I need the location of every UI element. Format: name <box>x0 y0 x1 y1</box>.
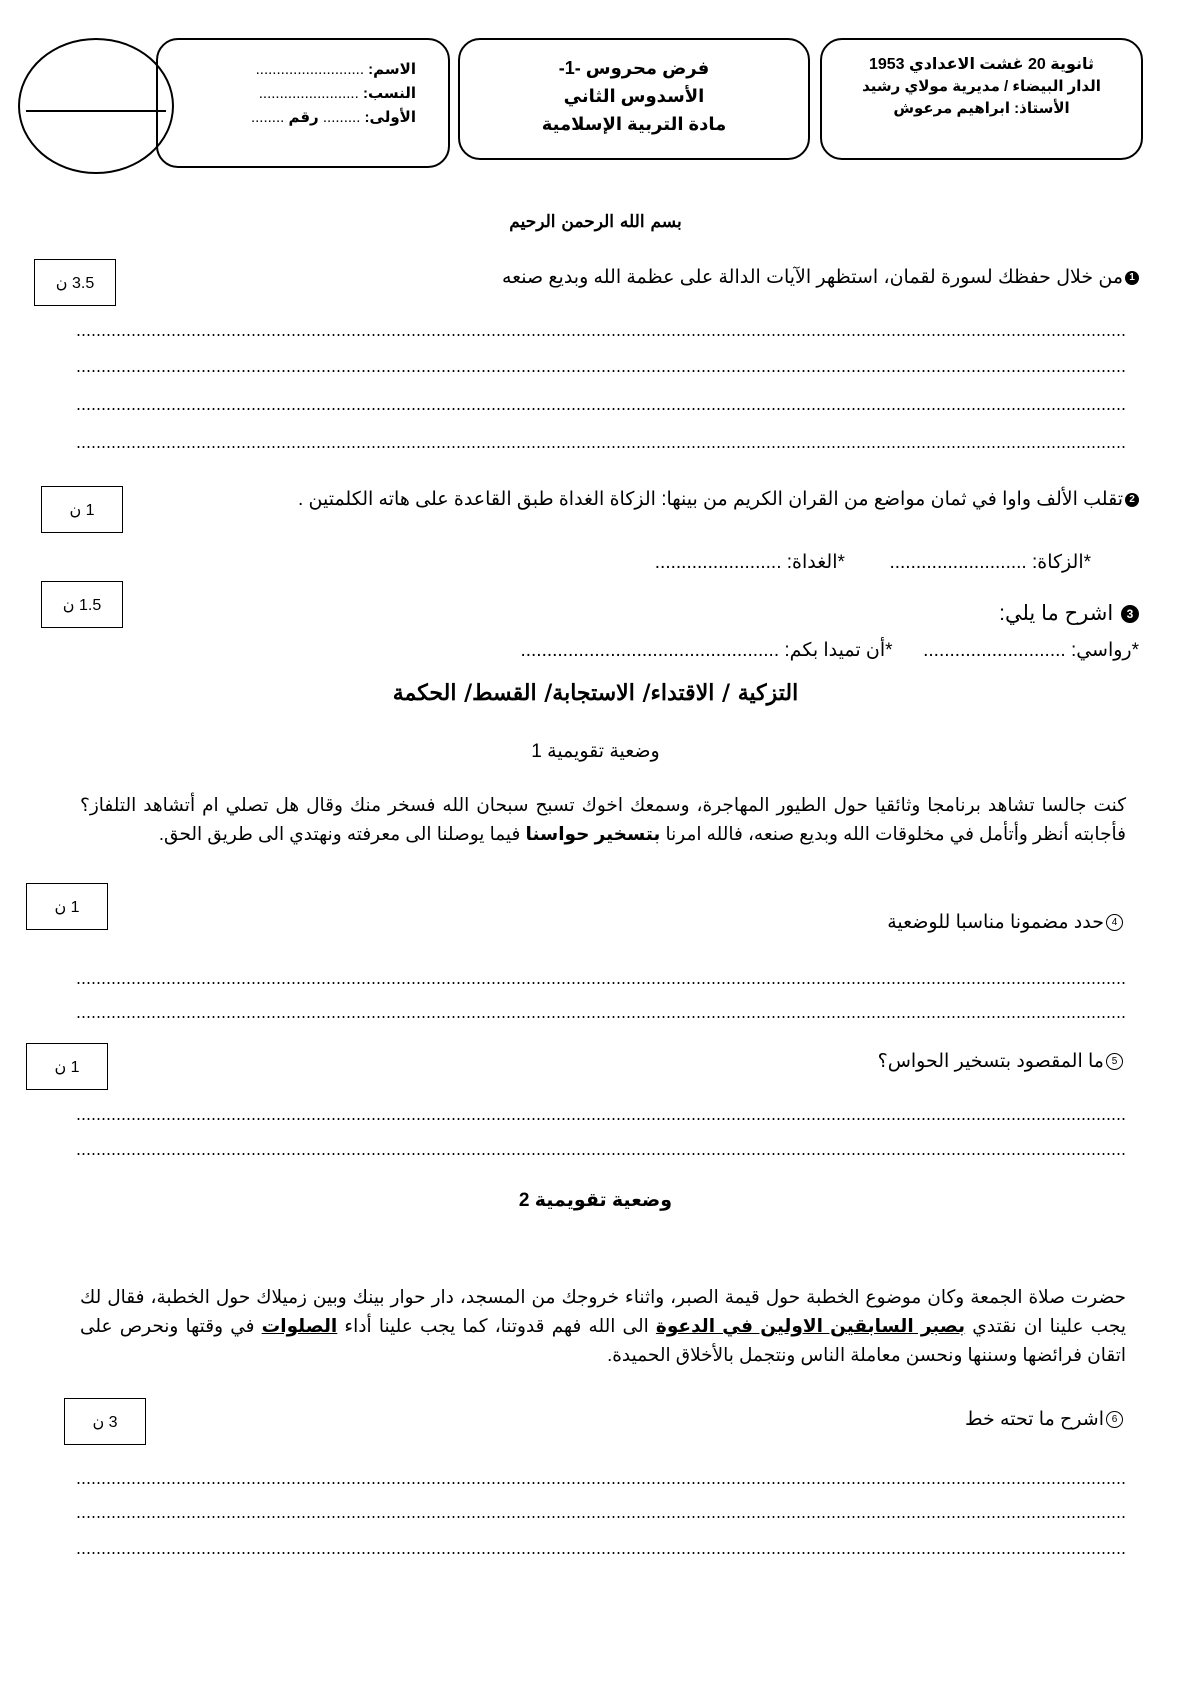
answer-line[interactable] <box>76 1118 1126 1120</box>
values-list: التزكية / الاقتداء/ الاستجابة/ القسط/ الحكمة <box>392 680 799 706</box>
rawasi-label: *رواسي: <box>1070 640 1139 661</box>
situation-1-bold: بتسخير حواسنا <box>525 823 661 844</box>
student-class-field[interactable]: ......... <box>322 109 361 126</box>
question-2-answers <box>655 551 1091 574</box>
answer-line[interactable] <box>76 982 1126 984</box>
school-name: ثانوية 20 غشت الاعدادي 1953 <box>868 56 1095 73</box>
question-4-marker: 4 <box>1106 914 1123 931</box>
question-3-text: اشرح ما يلي: <box>999 602 1114 625</box>
student-surname-row <box>158 82 416 106</box>
answer-line[interactable] <box>76 408 1126 410</box>
answer-line[interactable] <box>76 1153 1126 1155</box>
answer-line[interactable] <box>76 446 1126 448</box>
situation-1-title: وضعية تقويمية 1 <box>531 741 660 762</box>
answer-line[interactable] <box>76 1016 1126 1018</box>
situation-1-paragraph <box>80 790 1126 848</box>
situation-2-title: وضعية تقويمية 2 <box>518 1190 673 1211</box>
question-1-score: 3.5 ن <box>34 259 116 306</box>
question-5-score: 1 ن <box>26 1043 108 1090</box>
answer-line[interactable] <box>76 1516 1126 1518</box>
exam-info-box <box>458 38 810 160</box>
question-6-text: اشرح ما تحته خط <box>964 1409 1104 1430</box>
student-info-box <box>156 38 450 168</box>
grade-circle-divider <box>26 110 166 112</box>
teacher-name: الأستاذ: ابراهيم مرعوش <box>893 100 1070 117</box>
answer-line[interactable] <box>76 334 1126 336</box>
exam-title: فرض محروس -1- <box>558 58 710 78</box>
situation-2-text-a: حضرت صلاة الجمعة وكان موضوع الخطبة حول قيمة الصبر، واثناء خروجك من المسجد، دار حوار بينك وبين زميلاك حول الخطبة، فقال لك يجب علينا ان نقتدي <box>80 1286 1126 1336</box>
ghadat-label: *الغداة: <box>786 552 845 573</box>
student-class-label: الأولى: <box>364 109 416 126</box>
situation-2-paragraph <box>80 1282 1126 1369</box>
tamid-label: *أن تميدا بكم: <box>784 640 893 661</box>
student-class-row <box>158 106 416 130</box>
student-name-field[interactable]: .......................... <box>255 61 364 78</box>
situation-1-text-b: فيما يوصلنا الى معرفته ونهتدي الى طريق الحق. <box>158 823 526 844</box>
student-surname-label: النسب: <box>362 85 416 102</box>
situation-2-text-b: الى الله فهم قدوتنا، كما يجب علينا أداء <box>337 1315 656 1336</box>
exam-semester: الأسدوس الثاني <box>563 86 705 106</box>
zakat-label: *الزكاة: <box>1031 552 1091 573</box>
question-4-text: حدد مضمونا مناسبا للوضعية <box>887 912 1104 933</box>
question-5-marker: 5 <box>1106 1053 1123 1070</box>
question-1 <box>502 266 1139 289</box>
exam-subject: مادة التربية الإسلامية <box>541 114 727 134</box>
question-3-score: 1.5 ن <box>41 581 123 628</box>
student-name-label: الاسم: <box>368 61 416 78</box>
situation-2-underlined-1: بصبر السابقين الاولين في الدعوة <box>655 1315 966 1336</box>
question-2 <box>298 488 1139 511</box>
question-3 <box>999 601 1139 626</box>
school-location: الدار البيضاء / مديرية مولاي رشيد <box>862 78 1101 95</box>
question-1-marker: 1 <box>1125 271 1139 285</box>
basmala: بسم الله الرحمن الرحيم <box>509 212 682 232</box>
question-2-score: 1 ن <box>41 486 123 533</box>
question-1-text: من خلال حفظك لسورة لقمان، استظهر الآيات الدالة على عظمة الله وبديع صنعه <box>501 267 1123 288</box>
question-5-text: ما المقصود بتسخير الحواس؟ <box>877 1051 1104 1072</box>
situation-2-text-c: في وقتها ونحرص على اتقان فرائضها وسننها ونحسن معاملة الناس ونتجمل بالأخلاق الحميدة. <box>80 1315 1126 1365</box>
zakat-field[interactable]: .......................... <box>889 552 1027 573</box>
tamid-field[interactable]: ................................................. <box>520 640 780 661</box>
grade-circle[interactable] <box>18 38 174 174</box>
ghadat-field[interactable]: ........................ <box>654 552 782 573</box>
question-6-marker: 6 <box>1106 1411 1123 1428</box>
question-6 <box>965 1408 1123 1431</box>
question-6-score: 3 ن <box>64 1398 146 1445</box>
question-3-marker: 3 <box>1121 605 1139 623</box>
answer-line[interactable] <box>76 1482 1126 1484</box>
student-surname-field[interactable]: ........................ <box>258 85 359 102</box>
student-number-label: رقم <box>288 109 319 126</box>
question-2-marker: 2 <box>1125 493 1139 507</box>
student-name-row <box>158 58 416 82</box>
situation-1-text-a: كنت جالسا تشاهد برنامجا وثائقيا حول الطيور المهاجرة، وسمعك اخوك تسبح سبحان الله فسخر منك وقال هل تصلي ام أتشاهد التلفاز؟ فأجابته أنظر وأتأمل في مخلوقات الله وبديع صنعه، فالله امرنا <box>80 794 1126 844</box>
question-2-text: تقلب الألف واوا في ثمان مواضع من القران الكريم من بينها: الزكاة الغداة طبق القاعدة على هاته الكلمتين . <box>297 489 1123 510</box>
answer-line[interactable] <box>76 1552 1126 1554</box>
question-4-score: 1 ن <box>26 883 108 930</box>
rawasi-field[interactable]: ........................... <box>923 640 1066 661</box>
situation-2-underlined-2: الصلوات <box>261 1315 338 1336</box>
question-4 <box>887 911 1123 934</box>
school-info-box <box>820 38 1143 160</box>
question-3-answers <box>520 639 1139 662</box>
student-number-field[interactable]: ........ <box>250 109 285 126</box>
answer-line[interactable] <box>76 370 1126 372</box>
question-5 <box>878 1050 1123 1073</box>
